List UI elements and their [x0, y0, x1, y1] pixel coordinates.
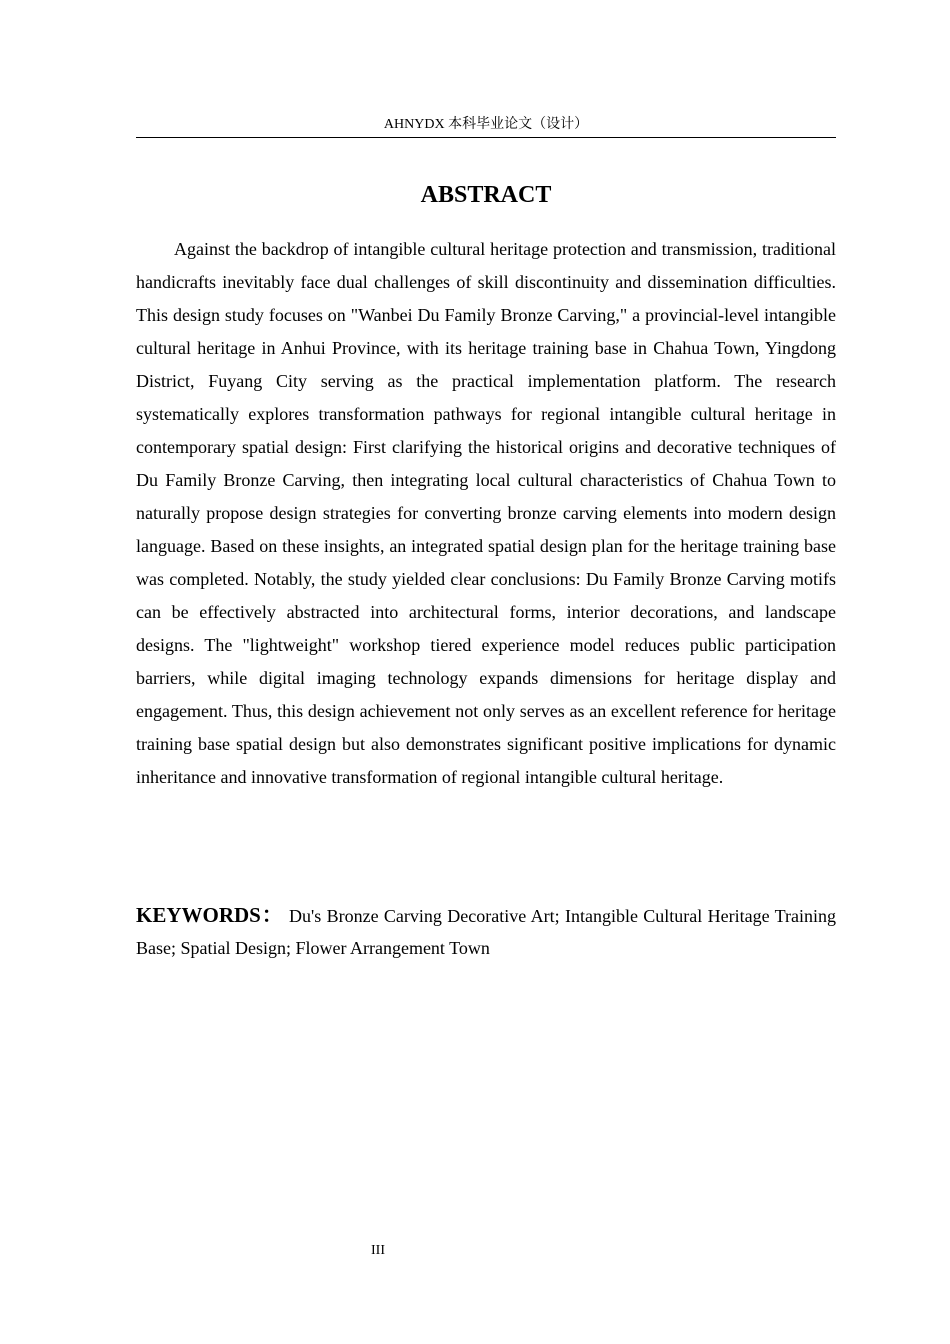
abstract-body: Against the backdrop of intangible cultural heritage protection and transmission, traditional handicrafts inevitably face dual challenges of skill discontinuity and dissemination difficulties. This design study focuses on "Wanbei Du Family Bronze Carving," a provincial-level intangible cultural heritage in Anhui Province, with its heritage training base in Chahua Town, Yingdong District, Fuyang City serving as the practical implementation platform. The research systematically explores transformation pathways for regional intangible cultural heritage in contemporary spatial design: First clarifying the historical origins and decorative techniques of Du Family Bronze Carving, then integrating local cultural characteristics of Chahua Town to naturally propose design strategies for converting bronze carving elements into modern design language. Based on these insights, an integrated spatial design plan for the heritage training base was completed. Notably, the study yielded clear conclusions: Du Family Bronze Carving motifs can be effectively abstracted into architectural forms, interior decorations, and landscape designs. The "lightweight" workshop tiered experience model reduces public participation barriers, while digital imaging technology expands dimensions for heritage display and engagement. Thus, this design achievement not only serves as an excellent reference for heritage training base spatial design but also demonstrates significant positive implications for dynamic inheritance and innovative transformation of regional intangible cultural heritage.: [136, 239, 836, 787]
abstract-title: ABSTRACT: [420, 182, 552, 208]
running-header: AHNYDX 本科毕业论文（设计）: [383, 117, 589, 132]
keywords-label: KEYWORDS：: [136, 903, 284, 927]
keywords-text: Du's Bronze Carving Decorative Art; Intangible Cultural Heritage Training Base; Spatial Design; Flower Arrangement Town: [136, 906, 837, 958]
page-number: III: [371, 1243, 385, 1258]
keywords-paragraph: [136, 899, 836, 964]
header-rule: [136, 137, 836, 138]
